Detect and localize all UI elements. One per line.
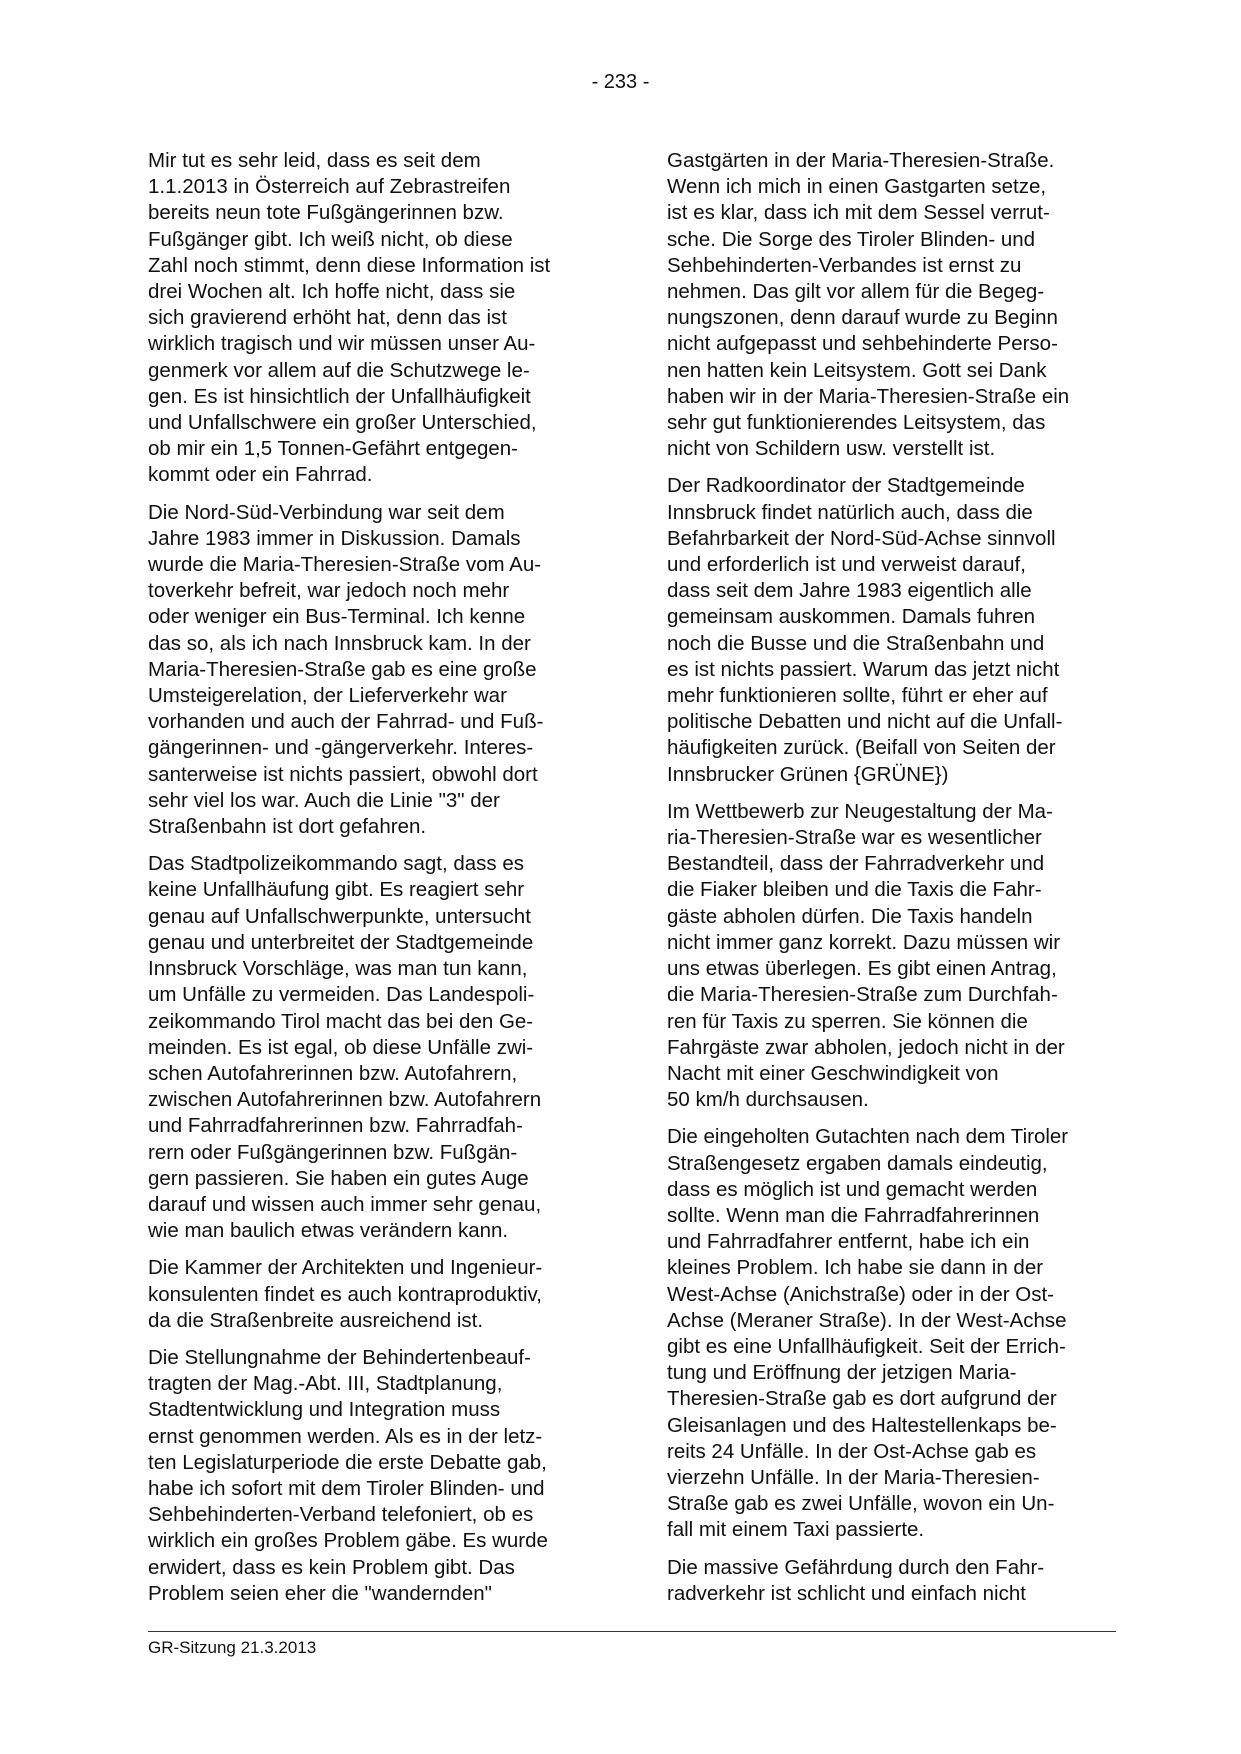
text-line: Problem seien eher die "wandernden" [148,1581,492,1605]
text-line: wirklich tragisch und wir müssen unser Au- [148,332,536,356]
text-line: sollte. Wenn man die Fahrradfahrerinnen [667,1203,1040,1227]
text-line: Innsbruck Vorschläge, was man tun kann, [148,957,528,981]
text-line: Straßenbahn ist dort gefahren. [148,815,427,839]
text-line: sich gravierend erhöht hat, denn das ist [148,306,507,330]
text-line: Gleisanlagen und des Haltestellenkaps be- [667,1413,1057,1437]
text-line: nungszonen, denn darauf wurde zu Beginn [667,306,1058,330]
text-line: noch die Busse und die Straßenbahn und [667,631,1045,655]
text-line: nicht aufgepasst und sehbehinderte Perso- [667,332,1058,356]
text-line: zeikommando Tirol macht das bei den Ge- [148,1009,534,1033]
text-line: mehr funktionieren sollte, führt er eher auf [667,684,1048,708]
text-line: vorhanden und auch der Fahrrad- und Fuß- [148,710,544,734]
text-line: Die eingeholten Gutachten nach dem Tiroler [667,1125,1069,1149]
text-line: Zahl noch stimmt, denn diese Information ist [148,253,551,277]
text-line: um Unfälle zu vermeiden. Das Landespoli- [148,983,535,1007]
text-line: kommt oder ein Fahrrad. [148,463,373,487]
paragraph [148,1255,596,1334]
text-line: Mir tut es sehr leid, dass es seit dem [148,149,481,172]
text-line: konsulenten findet es auch kontraproduktiv, [148,1282,542,1306]
text-line: gen. Es ist hinsichtlich der Unfallhäufigkeit [148,384,531,408]
text-line: Die Stellungnahme der Behindertenbeauf- [148,1345,531,1369]
text-line: Der Radkoordinator der Stadtgemeinde [667,474,1025,498]
text-line: Fahrgäste zwar abholen, jedoch nicht in der [667,1035,1065,1059]
text-line: wie man baulich etwas verändern kann. [148,1219,509,1243]
text-line: Wenn ich mich in einen Gastgarten setze, [667,175,1047,199]
text-line: wurde die Maria-Theresien-Straße vom Au- [148,553,542,577]
text-line: Maria-Theresien-Straße gab es eine große [148,657,537,681]
text-line: Die Nord-Süd-Verbindung war seit dem [148,500,505,524]
text-line: drei Wochen alt. Ich hoffe nicht, dass sie [148,280,516,304]
text-line: die Fiaker bleiben und die Taxis die Fahr- [667,878,1042,902]
text-line: West-Achse (Anichstraße) oder in der Ost- [667,1282,1054,1306]
paragraph [667,1124,1115,1543]
text-line: radverkehr ist schlicht und einfach nicht [667,1581,1026,1605]
text-line: tragten der Mag.-Abt. III, Stadtplanung, [148,1372,503,1396]
text-line: Im Wettbewerb zur Neugestaltung der Ma- [667,799,1053,823]
text-line: politische Debatten und nicht auf die Unfall- [667,710,1063,734]
text-line: uns etwas überlegen. Es gibt einen Antrag, [667,957,1057,981]
text-line: sehr viel los war. Auch die Linie "3" der [148,788,500,812]
left-column [148,148,596,1618]
text-line: genmerk vor allem auf die Schutzwege le- [148,358,530,382]
text-line: sche. Die Sorge des Tiroler Blinden- und [667,227,1036,251]
footer-divider [148,1631,1116,1632]
text-line: Befahrbarkeit der Nord-Süd-Achse sinnvoll [667,526,1056,550]
text-line: und Fahrradfahrer entfernt, habe ich ein [667,1230,1030,1254]
text-line: zwischen Autofahrerinnen bzw. Autofahrern [148,1088,542,1112]
text-line: Bestandteil, dass der Fahrradverkehr und [667,852,1045,876]
text-line: genau auf Unfallschwerpunkte, untersucht [148,904,531,928]
text-line: haben wir in der Maria-Theresien-Straße ein [667,384,1070,408]
text-line: gemeinsam auskommen. Damals fuhren [667,605,1036,629]
text-line: schen Autofahrerinnen bzw. Autofahrern, [148,1061,518,1085]
paragraph [667,473,1115,787]
text-line: wirklich ein großes Problem gäbe. Es wurde [148,1529,548,1553]
text-line: und erforderlich ist und verweist darauf, [667,553,1026,577]
text-line: 50 km/h durchsausen. [667,1088,869,1112]
text-line: tung und Eröffnung der jetzigen Maria- [667,1361,1017,1385]
paragraph [148,148,596,489]
text-line: gern passieren. Sie haben ein gutes Auge [148,1166,529,1190]
text-line: und Fahrradfahrerinnen bzw. Fahrradfah- [148,1114,523,1138]
text-line: sehr gut funktionierendes Leitsystem, das [667,411,1046,435]
text-line: und Unfallschwere ein großer Unterschied, [148,411,537,435]
paragraph [148,500,596,841]
text-line: gängerinnen- und -gängerverkehr. Interes- [148,736,534,760]
text-line: dass es möglich ist und gemacht werden [667,1177,1038,1201]
text-line: Achse (Meraner Straße). In der West-Achse [667,1308,1067,1332]
text-line: Die massive Gefährdung durch den Fahr- [667,1555,1045,1579]
text-line: die Maria-Theresien-Straße zum Durchfah- [667,983,1058,1007]
footer-text: GR-Sitzung 21.3.2013 [148,1638,317,1657]
text-line: das so, als ich nach Innsbruck kam. In der [148,631,531,655]
paragraph [148,1345,596,1607]
text-line: Stadtentwicklung und Integration muss [148,1398,501,1422]
page-number: - 233 - [591,71,650,93]
text-line: gäste abholen dürfen. Die Taxis handeln [667,904,1033,928]
text-line: ten Legislaturperiode die erste Debatte gab, [148,1450,547,1474]
text-line: bereits neun tote Fußgängerinnen bzw. [148,201,504,225]
text-line: Gastgärten in der Maria-Theresien-Straße. [667,149,1055,172]
text-line: es ist nichts passiert. Warum das jetzt nicht [667,657,1060,681]
text-line: nicht immer ganz korrekt. Dazu müssen wir [667,930,1061,954]
text-line: meinden. Es ist egal, ob diese Unfälle zwi- [148,1035,534,1059]
text-line: Theresien-Straße gab es dort aufgrund der [667,1387,1057,1411]
text-line: gibt es eine Unfallhäufigkeit. Seit der Errich- [667,1334,1066,1358]
text-line: keine Unfallhäufung gibt. Es reagiert sehr [148,878,525,902]
text-line: Die Kammer der Architekten und Ingenieur- [148,1256,543,1280]
text-line: ist es klar, dass ich mit dem Sessel verrut- [667,201,1050,225]
text-line: fall mit einem Taxi passierte. [667,1518,925,1542]
text-line: reits 24 Unfälle. In der Ost-Achse gab es [667,1439,1037,1463]
text-line: oder weniger ein Bus-Terminal. Ich kenne [148,605,526,629]
text-line: häufigkeiten zurück. (Beifall von Seiten der [667,736,1056,760]
text-line: Innsbrucker Grünen {GRÜNE}) [667,762,949,786]
text-line: Sehbehinderten-Verband telefoniert, ob es [148,1503,534,1527]
text-line: rern oder Fußgängerinnen bzw. Fußgän- [148,1140,518,1164]
text-line: kleines Problem. Ich habe sie dann in der [667,1256,1044,1280]
text-line: Nacht mit einer Geschwindigkeit von [667,1061,999,1085]
text-line: da die Straßenbreite ausreichend ist. [148,1308,484,1332]
text-line: vierzehn Unfälle. In der Maria-Theresien- [667,1465,1040,1489]
text-line: darauf und wissen auch immer sehr genau, [148,1192,542,1216]
paragraph [148,851,596,1244]
text-line: toverkehr befreit, war jedoch noch mehr [148,579,510,603]
text-line: 1.1.2013 in Österreich auf Zebrastreifen [148,175,511,199]
text-line: Jahre 1983 immer in Diskussion. Damals [148,526,521,550]
text-line: Fußgänger gibt. Ich weiß nicht, ob diese [148,227,513,251]
text-line: nehmen. Das gilt vor allem für die Begeg- [667,280,1045,304]
text-line: Straßengesetz ergaben damals eindeutig, [667,1151,1048,1175]
text-line: santerweise ist nichts passiert, obwohl dort [148,762,538,786]
text-line: Sehbehinderten-Verbandes ist ernst zu [667,253,1022,277]
text-line: ernst genommen werden. Als es in der letz- [148,1424,543,1448]
text-line: nen hatten kein Leitsystem. Gott sei Dank [667,358,1047,382]
text-line: ob mir ein 1,5 Tonnen-Gefährt entgegen- [148,437,519,461]
text-line: ria-Theresien-Straße war es wesentlicher [667,826,1042,850]
text-line: erwidert, dass es kein Problem gibt. Das [148,1555,515,1579]
text-line: dass seit dem Jahre 1983 eigentlich alle [667,579,1032,603]
paragraph [667,1555,1115,1607]
paragraph [667,799,1115,1113]
right-column [667,148,1115,1618]
text-line: habe ich sofort mit dem Tiroler Blinden- und [148,1476,545,1500]
text-line: Umsteigerelation, der Lieferverkehr war [148,684,507,708]
text-line: Innsbruck findet natürlich auch, dass die [667,500,1033,524]
text-line: Das Stadtpolizeikommando sagt, dass es [148,852,525,876]
text-line: Straße gab es zwei Unfälle, wovon ein Un- [667,1492,1055,1516]
text-line: ren für Taxis zu sperren. Sie können die [667,1009,1028,1033]
paragraph [667,148,1115,462]
text-line: genau und unterbreitet der Stadtgemeinde [148,930,534,954]
text-line: nicht von Schildern usw. verstellt ist. [667,437,996,461]
